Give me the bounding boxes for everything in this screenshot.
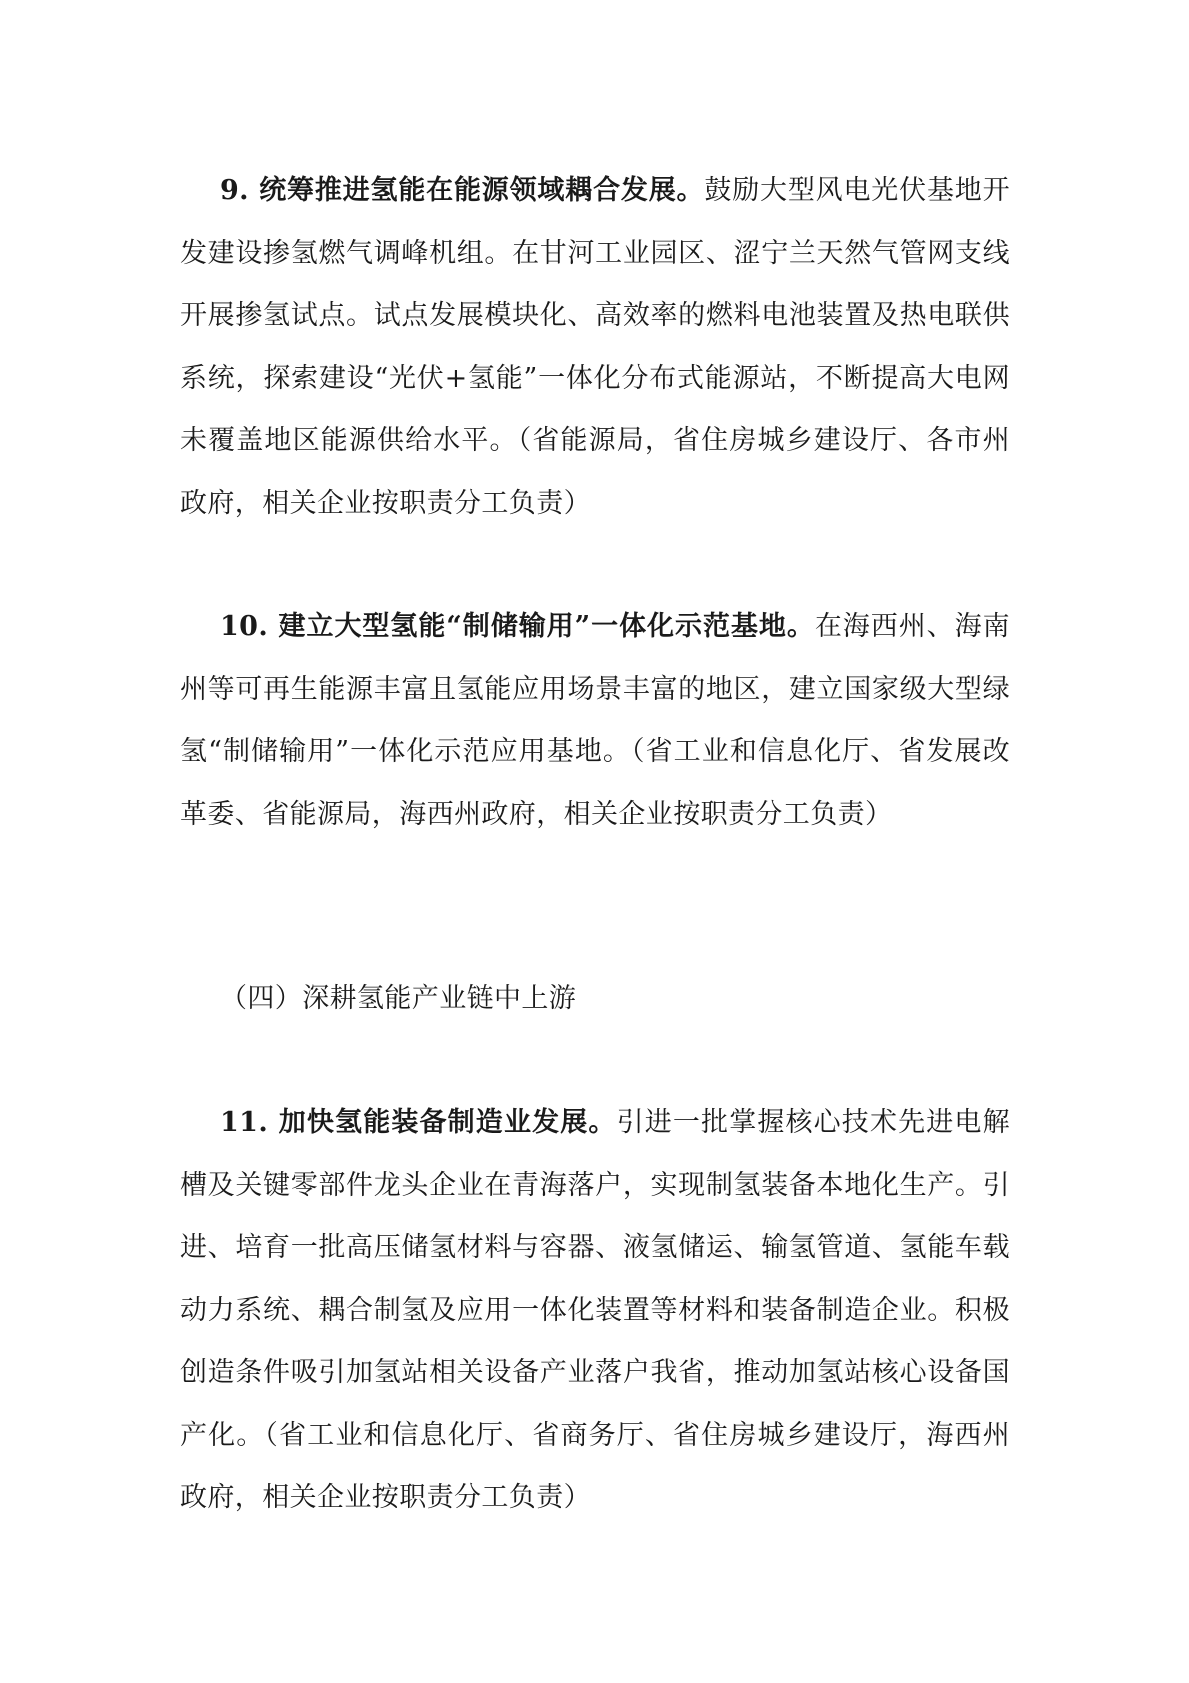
paragraph-item-11 (180, 1092, 1010, 1530)
section-heading-text: （四）深耕氢能产业链中上游 (220, 983, 577, 1014)
paragraph-item-10 (180, 596, 1010, 846)
item-11-heading: 11. 加快氢能装备制造业发展。 (220, 1107, 617, 1138)
item-9-body: 鼓励大型风电光伏基地开发建设掺氢燃气调峰机组。在甘河工业园区、涩宁兰天然气管网支线开展掺氢试点。试点发展模块化、高效率的燃料电池装置及热电联供系统，探索建设“光伏+氢能”一体化分布式能源站，不断提高大电网未覆盖地区能源供给水平。（省能源局，省住房城乡建设厅、各市州政府，相关企业按职责分工负责） (180, 175, 1010, 519)
item-11-body: 引进一批掌握核心技术先进电解槽及关键零部件龙头企业在青海落户，实现制氢装备本地化生产。引进、培育一批高压储氢材料与容器、液氢储运、输氢管道、氢能车载动力系统、耦合制氢及应用一体化装置等材料和装备制造企业。积极创造条件吸引加氢站相关设备产业落户我省，推动加氢站核心设备国产化。（省工业和信息化厅、省商务厅、省住房城乡建设厅，海西州政府，相关企业按职责分工负责） (180, 1107, 1010, 1513)
section-heading (180, 968, 1010, 1031)
paragraph-item-9 (180, 160, 1010, 535)
item-10-body: 在海西州、海南州等可再生能源丰富且氢能应用场景丰富的地区，建立国家级大型绿氢“制储输用”一体化示范应用基地。（省工业和信息化厅、省发展改革委、省能源局，海西州政府，相关企业按职责分工负责） (180, 611, 1010, 830)
item-10-heading: 10. 建立大型氢能“制储输用”一体化示范基地。 (220, 611, 815, 642)
item-9-heading: 9. 统筹推进氢能在能源领域耦合发展。 (220, 175, 705, 206)
